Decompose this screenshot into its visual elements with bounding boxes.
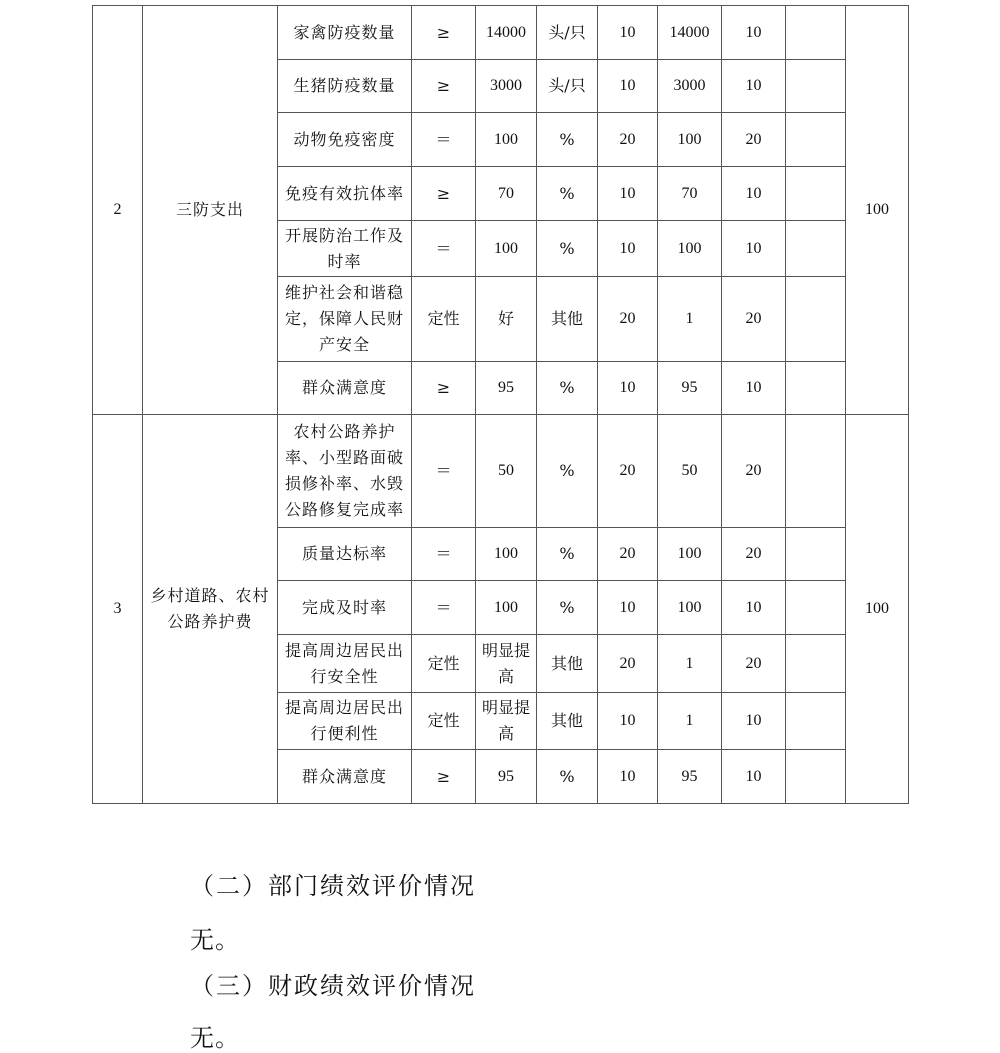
actual-value: 1 xyxy=(658,635,722,693)
actual-value: 100 xyxy=(658,528,722,581)
score: 10 xyxy=(722,167,786,221)
indicator: 提高周边居民出行安全性 xyxy=(278,635,412,693)
note xyxy=(786,6,846,60)
indicator: 提高周边居民出行便利性 xyxy=(278,693,412,750)
operator: ＝ xyxy=(412,528,476,581)
score: 20 xyxy=(722,528,786,581)
total-score: 100 xyxy=(846,415,909,804)
actual-value: 100 xyxy=(658,113,722,167)
operator: 定性 xyxy=(412,277,476,362)
target-value: 100 xyxy=(476,528,537,581)
note xyxy=(786,60,846,113)
unit: % xyxy=(537,221,598,277)
unit: % xyxy=(537,581,598,635)
section-heading-fin-eval: （三）财政绩效评价情况 xyxy=(190,972,476,1000)
indicator: 生猪防疫数量 xyxy=(278,60,412,113)
score: 10 xyxy=(722,750,786,804)
operator: ≥ xyxy=(412,362,476,415)
operator: ≥ xyxy=(412,750,476,804)
weight: 10 xyxy=(598,693,658,750)
weight: 10 xyxy=(598,362,658,415)
note xyxy=(786,693,846,750)
performance-table xyxy=(92,5,909,804)
operator: ＝ xyxy=(412,113,476,167)
indicator: 群众满意度 xyxy=(278,362,412,415)
unit: % xyxy=(537,528,598,581)
note xyxy=(786,635,846,693)
indicator: 维护社会和谐稳定，保障人民财产安全 xyxy=(278,277,412,362)
body-text-fin-eval: 无。 xyxy=(190,1024,240,1052)
score: 10 xyxy=(722,693,786,750)
weight: 20 xyxy=(598,277,658,362)
target-value: 明显提高 xyxy=(476,635,537,693)
target-value: 100 xyxy=(476,113,537,167)
target-value: 14000 xyxy=(476,6,537,60)
section-heading-dept-eval: （二）部门绩效评价情况 xyxy=(190,872,476,900)
score: 20 xyxy=(722,113,786,167)
note xyxy=(786,277,846,362)
score: 10 xyxy=(722,221,786,277)
weight: 10 xyxy=(598,750,658,804)
indicator: 开展防治工作及时率 xyxy=(278,221,412,277)
weight: 10 xyxy=(598,167,658,221)
target-value: 100 xyxy=(476,581,537,635)
actual-value: 70 xyxy=(658,167,722,221)
indicator: 农村公路养护率、小型路面破损修补率、水毁公路修复完成率 xyxy=(278,415,412,528)
actual-value: 100 xyxy=(658,581,722,635)
total-score: 100 xyxy=(846,6,909,415)
weight: 10 xyxy=(598,60,658,113)
unit: 头/只 xyxy=(537,60,598,113)
note xyxy=(786,221,846,277)
score: 10 xyxy=(722,60,786,113)
project-name: 三防支出 xyxy=(143,6,278,415)
indicator: 完成及时率 xyxy=(278,581,412,635)
weight: 10 xyxy=(598,581,658,635)
unit: % xyxy=(537,113,598,167)
table-row xyxy=(93,415,909,528)
unit: 其他 xyxy=(537,277,598,362)
operator: ＝ xyxy=(412,221,476,277)
note xyxy=(786,581,846,635)
target-value: 70 xyxy=(476,167,537,221)
unit: % xyxy=(537,750,598,804)
target-value: 95 xyxy=(476,750,537,804)
section-no: 3 xyxy=(93,415,143,804)
weight: 20 xyxy=(598,113,658,167)
unit: % xyxy=(537,362,598,415)
operator: 定性 xyxy=(412,635,476,693)
actual-value: 3000 xyxy=(658,60,722,113)
section-no: 2 xyxy=(93,6,143,415)
actual-value: 100 xyxy=(658,221,722,277)
note xyxy=(786,362,846,415)
target-value: 95 xyxy=(476,362,537,415)
operator: ≥ xyxy=(412,60,476,113)
actual-value: 50 xyxy=(658,415,722,528)
weight: 10 xyxy=(598,221,658,277)
target-value: 好 xyxy=(476,277,537,362)
note xyxy=(786,528,846,581)
actual-value: 14000 xyxy=(658,6,722,60)
unit: 头/只 xyxy=(537,6,598,60)
target-value: 3000 xyxy=(476,60,537,113)
target-value: 明显提高 xyxy=(476,693,537,750)
note xyxy=(786,750,846,804)
note xyxy=(786,415,846,528)
note xyxy=(786,113,846,167)
score: 20 xyxy=(722,415,786,528)
indicator: 免疫有效抗体率 xyxy=(278,167,412,221)
indicator: 群众满意度 xyxy=(278,750,412,804)
operator: 定性 xyxy=(412,693,476,750)
table-row xyxy=(93,6,909,60)
operator: ≥ xyxy=(412,6,476,60)
weight: 20 xyxy=(598,528,658,581)
score: 10 xyxy=(722,6,786,60)
score: 20 xyxy=(722,635,786,693)
indicator: 动物免疫密度 xyxy=(278,113,412,167)
actual-value: 1 xyxy=(658,693,722,750)
score: 10 xyxy=(722,362,786,415)
target-value: 100 xyxy=(476,221,537,277)
unit: 其他 xyxy=(537,635,598,693)
project-name: 乡村道路、农村公路养护费 xyxy=(143,415,278,804)
indicator: 家禽防疫数量 xyxy=(278,6,412,60)
score: 20 xyxy=(722,277,786,362)
actual-value: 1 xyxy=(658,277,722,362)
actual-value: 95 xyxy=(658,362,722,415)
body-text-dept-eval: 无。 xyxy=(190,926,240,954)
weight: 20 xyxy=(598,415,658,528)
unit: % xyxy=(537,415,598,528)
note xyxy=(786,167,846,221)
target-value: 50 xyxy=(476,415,537,528)
weight: 20 xyxy=(598,635,658,693)
score: 10 xyxy=(722,581,786,635)
weight: 10 xyxy=(598,6,658,60)
operator: ≥ xyxy=(412,167,476,221)
indicator: 质量达标率 xyxy=(278,528,412,581)
operator: ＝ xyxy=(412,415,476,528)
operator: ＝ xyxy=(412,581,476,635)
unit: % xyxy=(537,167,598,221)
unit: 其他 xyxy=(537,693,598,750)
actual-value: 95 xyxy=(658,750,722,804)
